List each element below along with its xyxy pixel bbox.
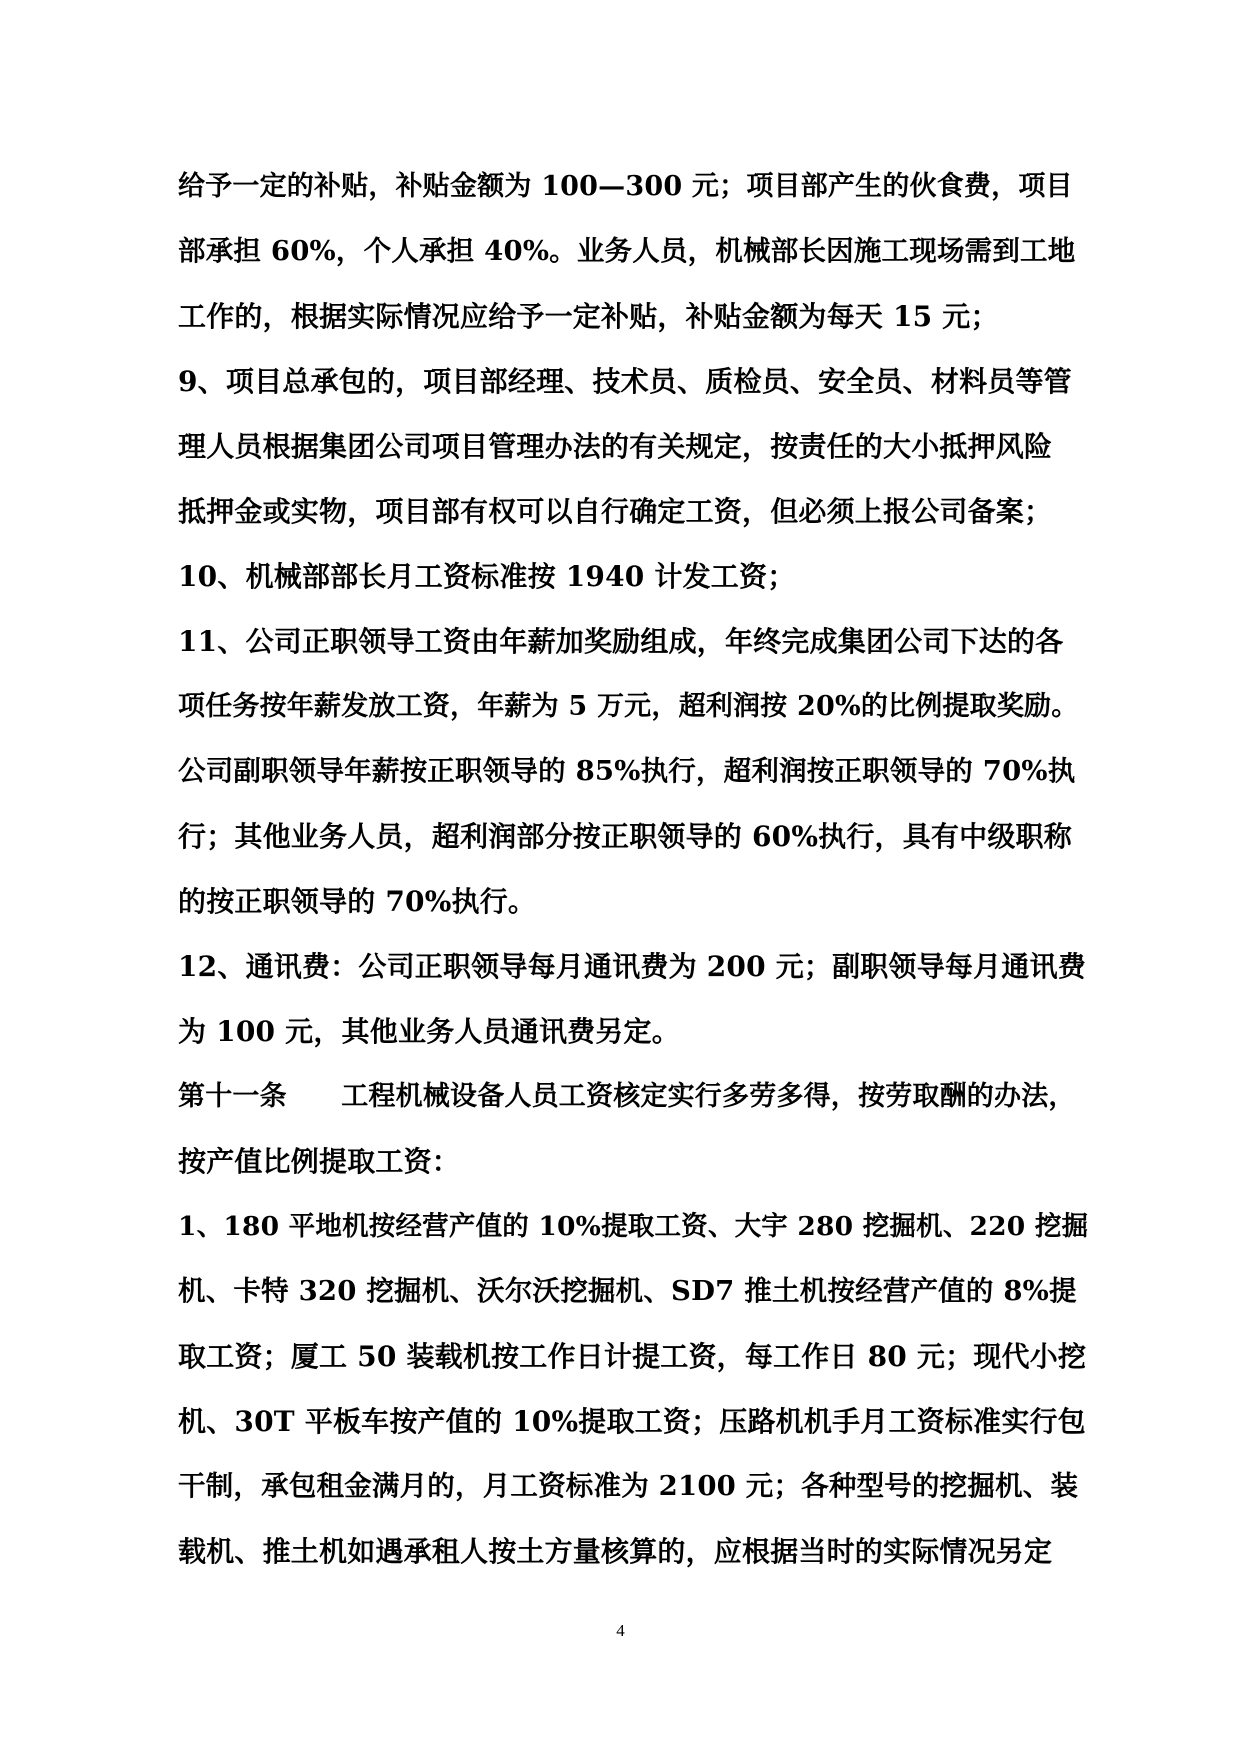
text-line: 12、通讯费：公司正职领导每月通讯费为 200 元；副职领导每月通讯费 bbox=[178, 950, 1086, 983]
text-line: 的按正职领导的 70%执行。 bbox=[178, 885, 537, 918]
body-text bbox=[178, 154, 1088, 1584]
text-line: 行；其他业务人员，超利润部分按正职领导的 60%执行，具有中级职称 bbox=[178, 820, 1072, 853]
text-line: 按产值比例提取工资： bbox=[178, 1145, 461, 1178]
text-line: 理人员根据集团公司项目管理办法的有关规定，按责任的大小抵押风险 bbox=[178, 430, 1053, 463]
text-line: 10、机械部部长月工资标准按 1940 计发工资； bbox=[178, 560, 796, 593]
text-line: 第十一条 工程机械设备人员工资核定实行多劳多得，按劳取酬的办法， bbox=[178, 1081, 1076, 1112]
text-line: 为 100 元，其他业务人员通讯费另定。 bbox=[178, 1015, 680, 1048]
text-line: 抵押金或实物，项目部有权可以自行确定工资，但必须上报公司备案； bbox=[178, 495, 1053, 528]
text-line: 干制，承包租金满月的，月工资标准为 2100 元；各种型号的挖掘机、装 bbox=[178, 1470, 1079, 1502]
text-line: 取工资；厦工 50 装载机按工作日计提工资，每工作日 80 元；现代小挖 bbox=[178, 1340, 1087, 1373]
text-line: 机、卡特 320 挖掘机、沃尔沃挖掘机、SD7 推土机按经营产值的 8%提 bbox=[178, 1275, 1077, 1307]
text-line: 给予一定的补贴，补贴金额为 100—300 元；项目部产生的伙食费，项目 bbox=[178, 171, 1073, 202]
text-line: 机、30T 平板车按产值的 10%提取工资；压路机机手月工资标准实行包 bbox=[178, 1405, 1086, 1438]
text-line: 1、180 平地机按经营产值的 10%提取工资、大宇 280 挖掘机、220 挖掘 bbox=[178, 1211, 1089, 1242]
text-line: 载机、推土机如遇承租人按土方量核算的，应根据当时的实际情况另定 bbox=[178, 1535, 1053, 1568]
text-line: 11、公司正职领导工资由年薪加奖励组成，年终完成集团公司下达的各 bbox=[178, 625, 1064, 658]
text-line: 公司副职领导年薪按正职领导的 85%执行，超利润按正职领导的 70%执 bbox=[178, 755, 1076, 787]
text-line: 部承担 60%，个人承担 40%。业务人员，机械部长因施工现场需到工地 bbox=[178, 235, 1076, 267]
text-line: 项任务按年薪发放工资，年薪为 5 万元，超利润按 20%的比例提取奖励。 bbox=[178, 691, 1079, 722]
page-number: 4 bbox=[616, 1621, 625, 1640]
text-line: 9、项目总承包的，项目部经理、技术员、质检员、安全员、材料员等管 bbox=[178, 365, 1072, 398]
text-line: 工作的，根据实际情况应给予一定补贴，补贴金额为每天 15 元； bbox=[178, 300, 999, 333]
